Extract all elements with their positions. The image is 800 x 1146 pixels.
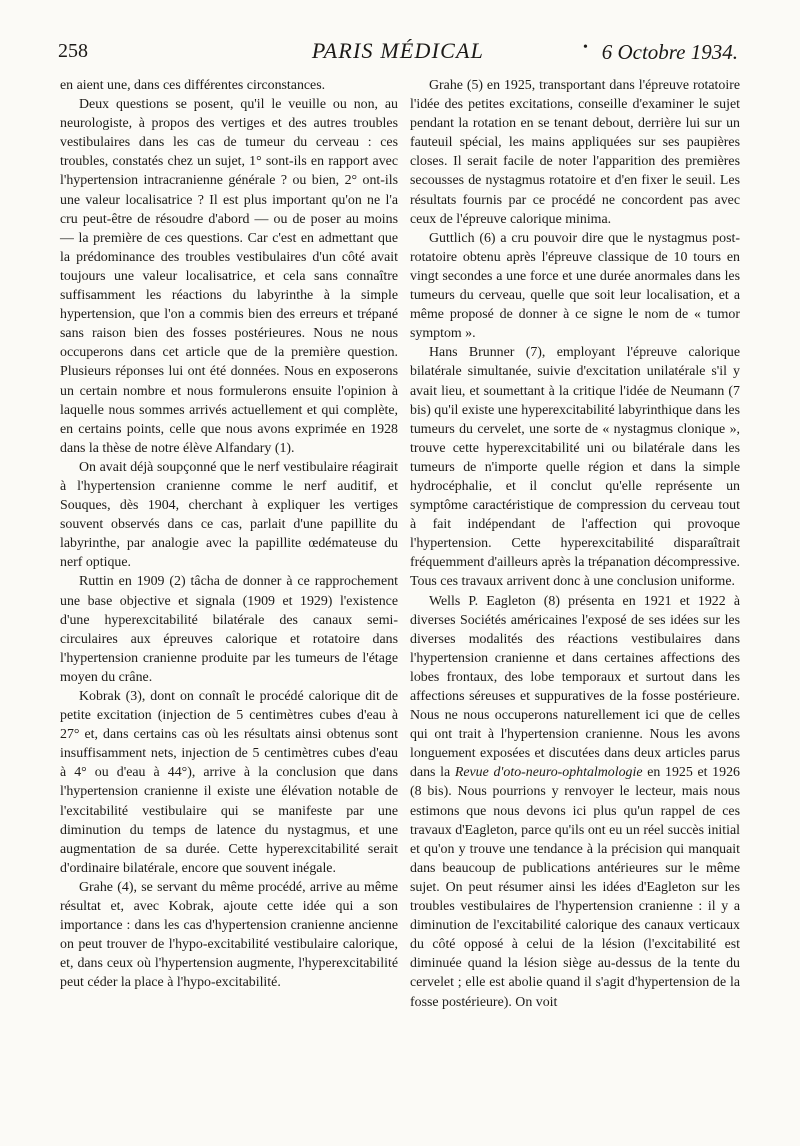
paragraph: Hans Brunner (7), employant l'épreuve calorique bilatérale simultanée, suivie d'excitation unilatérale s'il y avait lieu, et soumettant à la critique l'idée de Neumann (7 bis) qu'il existe une hyperexcitabilité labyrinthique dans les tumeurs du cervelet, une sorte de « nystagmus clonique », trouve cette hyperexcitabilité uni ou bilatérale dans les tumeurs de n'importe quelle région et dans la simple hydrocéphalie, et il conclut qu'elle représente un symptôme caractéristique de compression du cerveau tout à fait indépendant de l'affection qui provoque l'hypertension. Cette hyperexcitabilité disparaîtrait fréquemment d'ailleurs après la trépanation décompressive. Tous ces travaux arrivent donc à une conclusion uniforme.	[410, 345, 741, 590]
running-header	[58, 38, 738, 74]
paragraph: Ruttin en 1909 (2) tâcha de donner à ce rapprochement une base objective et signala (1909 et 1929) l'existence d'une hyperexcitabilité bilatérale des canaux semi-circulaires aux épreuves calorique et rotatoire dans l'hypertension cranienne produite par les tumeurs de l'étage moyen du crâne.	[60, 574, 398, 685]
paragraph-text: en 1925 et 1926 (8 bis). Nous pourrions y renvoyer le lecteur, mais nous estimons que nous devons ici plus qu'un rappel de ces travaux d'Eagleton, parce qu'ils ont eu un réel succès initial et qu'on y trouve une tendance à la précision qui manquait dans beaucoup de publications antérieures sur le même sujet. On peut résumer ainsi les idées d'Eagleton sur les troubles vestibulaires de l'hypertension cranienne : il y a diminution de l'excitabilité calorique des canaux verticaux du côté opposé à celui de la lésion (l'excitabilité est diminuée quand la lésion siège au-dessus de la tente du cervelet ; elle est abolie quand il s'agit d'hypertension de la fosse postérieure). On voit	[410, 765, 740, 1010]
page-number: 258	[58, 40, 88, 62]
paragraph: On avait déjà soupçonné que le nerf vestibulaire réagirait à l'hypertension cranienne comme le nerf auditif, et Souques, dès 1904, cherchant à expliquer les vertiges souvent observés dans ce cas, parlait d'une papillite du labyrinthe, par analogie avec la papillite œdémateuse du nerf optique.	[60, 459, 398, 571]
paragraph	[410, 592, 740, 1012]
issue-date: 6 Octobre 1934.	[601, 40, 738, 64]
right-column	[410, 76, 740, 1012]
paragraph-text: Wells P. Eagleton (8) présenta en 1921 et 1922 à diverses Sociétés américaines l'exposé de ses idées sur les diverses modalités des réactions vestibulaires dans l'hypertension cranienne et dans certaines affections des lobes frontaux, des lobe temporaux et surtout dans les affections séreuses et suppuratives de la fosse postérieure. Nous ne nous occuperons naturellement ici que de celles qui ont trait à l'hypertension cranienne. Nous les avons longuement exposées et discutées dans deux articles parus dans la	[410, 593, 740, 781]
left-column	[60, 76, 398, 993]
paragraph: Guttlich (6) a cru pouvoir dire que le nystagmus post-rotatoire obtenu après l'épreuve classique de 10 tours en vingt secondes a une force et une durée anormales dans les tumeurs du cerveau, quelle que soit leur localisation, et a même proposé de donner à ce signe le nom de « tumor symptom ».	[410, 230, 740, 342]
paragraph: Deux questions se posent, qu'il le veuille ou non, au neurologiste, à propos des vertiges et des autres troubles vestibulaires dans les cas de tumeur du cerveau : ces troubles, constatés chez un sujet, 1° sont-ils en rapport avec l'hypertension intracranienne générale ? ou bien, 2° ont-ils une valeur localisatrice ? Il est plus important qu'on ne l'a cru peut-être de résoudre d'abord — ou de poser au moins — la première de ces questions. Car c'est en admettant que la prédominance des troubles vestibulaires d'un côté avait toujours une valeur localisatrice, et cela sans connaître suffisamment les réactions du labyrinthe à la simple hypertension, que l'on a commis bien des erreurs et trépané sans raison bien des fosses postérieures. Nous ne nous occuperons dans cet article que de la première question. Plusieurs réponses lui ont été données. Nous en exposerons un certain nombre et nous formulerons ensuite l'opinion à laquelle nous sommes arrivés actuellement et qui complète, en certains points, celle que nous avons exprimée en 1928 dans la thèse de notre élève Alfandary (1).	[60, 97, 398, 456]
paragraph: en aient une, dans ces différentes circonstances.	[60, 78, 326, 93]
journal-title: PARIS MÉDICAL	[311, 38, 485, 63]
paragraph: Grahe (4), se servant du même procédé, arrive au même résultat et, avec Kobrak, ajoute cette idée qui a son importance : dans les cas d'hypertension cranienne ancienne on peut trouver de l'hypo-excitabilité vestibulaire calorique, et, dans ceux où l'hypertension augmente, l'hyperexcitabilité peut céder la place à l'hypo-excitabilité.	[60, 879, 398, 991]
paragraph: Grahe (5) en 1925, transportant dans l'épreuve rotatoire l'idée des petites excitations, conseille d'examiner le sujet pendant la rotation en se tenant debout, derrière lui sur un fauteuil spécial, les mains appliquées sur ses paupières closes. Il serait facile de noter l'apparition des premières secousses de nystagmus rotatoire et d'en fixer le seuil. Les résultats fournis par ce procédé ne concordent pas avec ceux de l'épreuve calorique minima.	[410, 78, 740, 227]
header-separator: •	[583, 40, 588, 55]
paragraph: Kobrak (3), dont on connaît le procédé calorique dit de petite excitation (injection de 5 centimètres cubes d'eau à 27° et, dans certains cas où les résultats ainsi obtenus sont insuffisamment nets, injection de 5 centimètres cubes d'eau à 4° ou d'eau à 44°), arrive à la conclusion que dans l'hypertension cranienne il existe une élévation notable de l'excitabilité vestibulaire qui se manifeste par une diminution du temps de latence du nystagmus, et une augmentation de sa durée. Cette hyperexcitabilité serait d'ordinaire bilatérale, encore que souvent inégale.	[60, 689, 398, 876]
journal-reference: Revue d'oto-neuro-ophtalmologie	[454, 765, 643, 781]
